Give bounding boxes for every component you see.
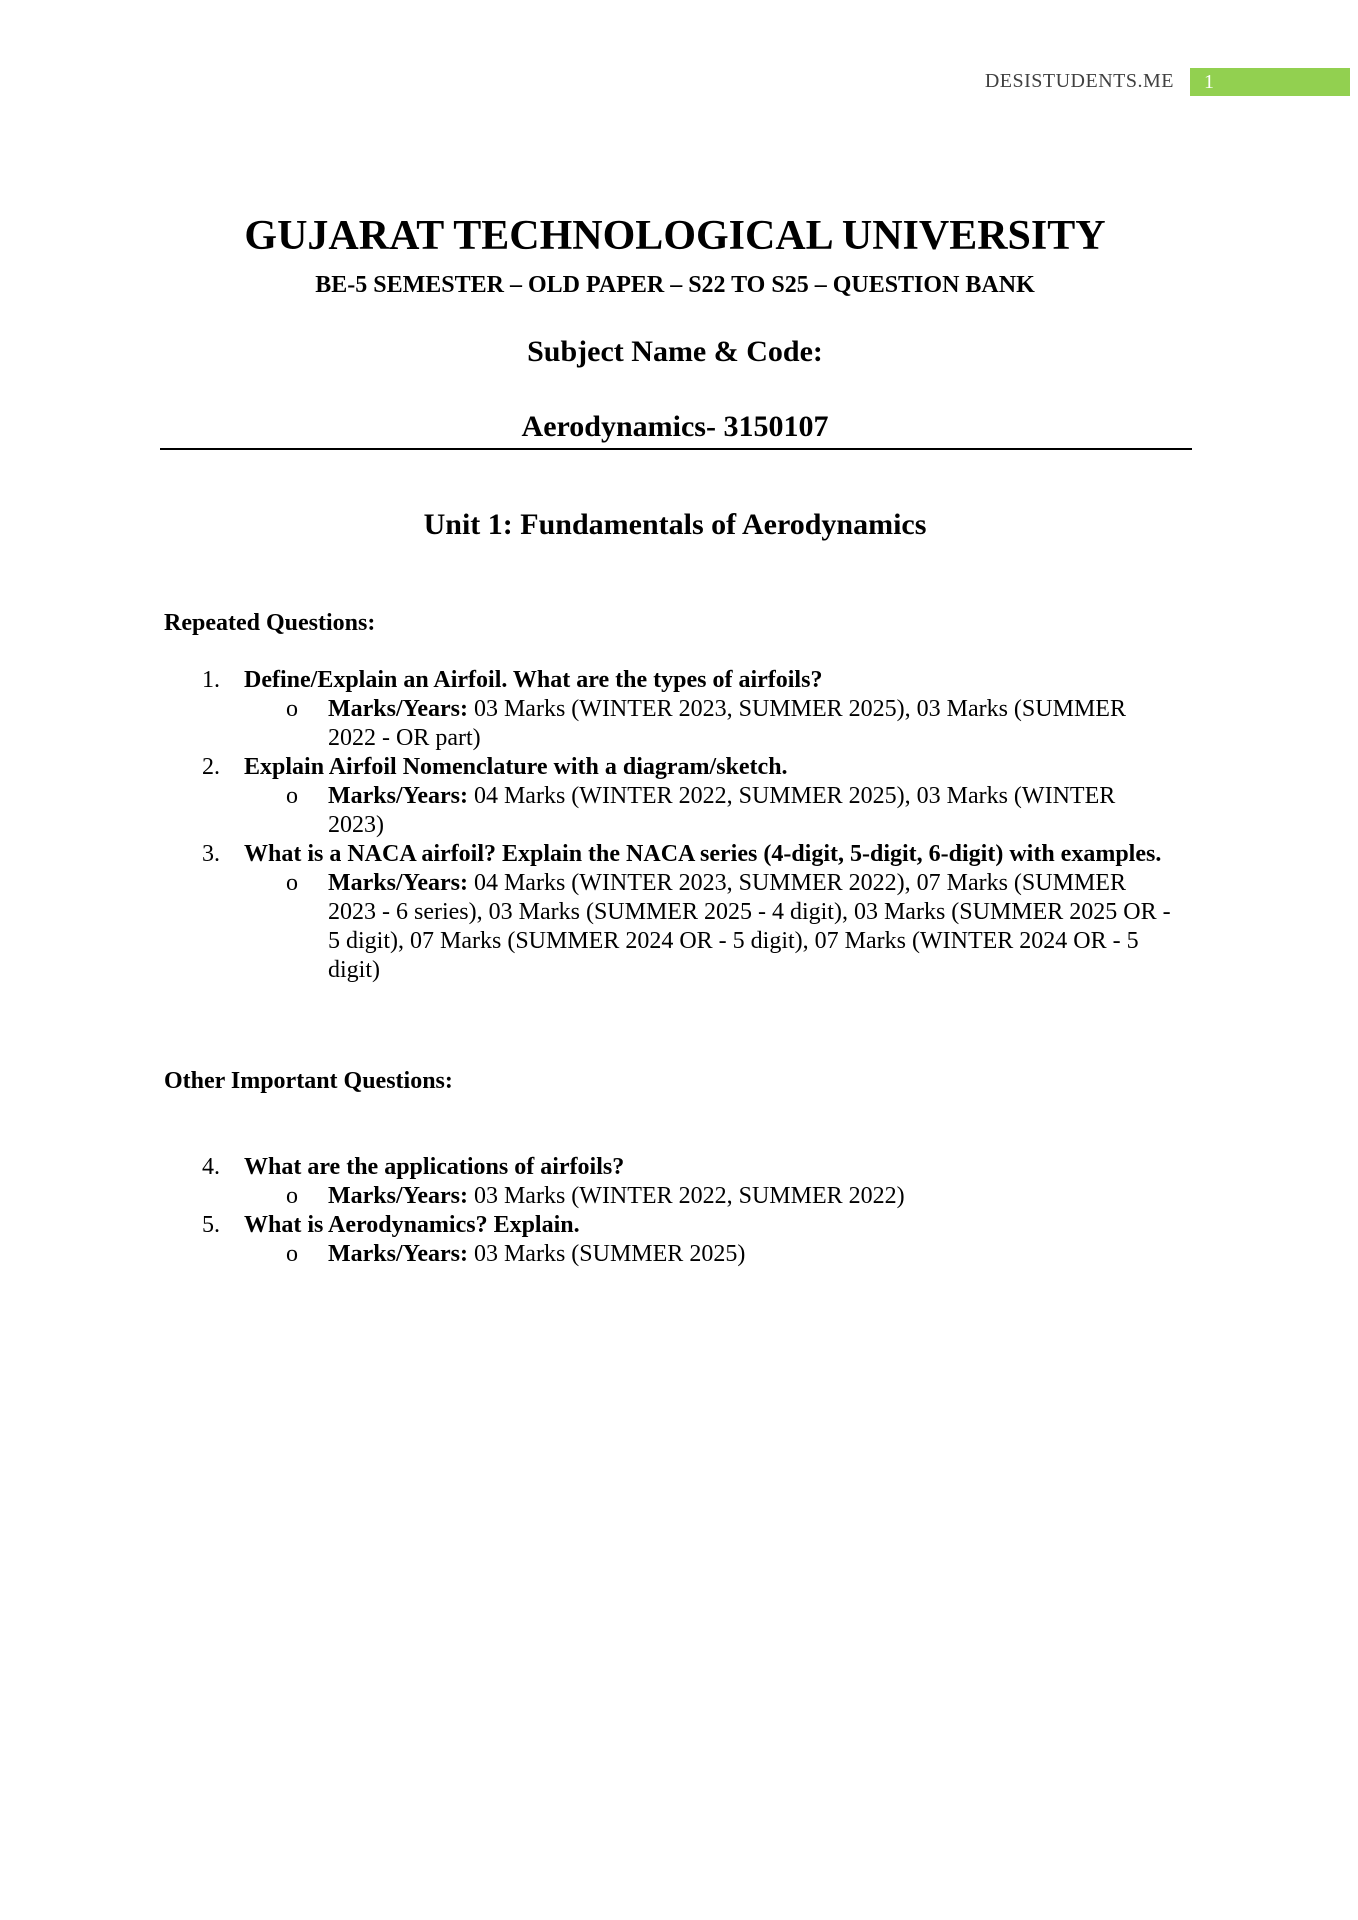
question-item: [164, 1211, 1174, 1240]
question-number: 1.: [202, 667, 220, 693]
other-questions-list: [164, 1153, 1174, 1269]
marks-label: Marks/Years:: [328, 783, 468, 809]
question-number: 5.: [202, 1212, 220, 1238]
site-name: DESISTUDENTS.ME: [984, 70, 1174, 92]
question-item: [164, 840, 1174, 869]
question-number: 4.: [202, 1154, 220, 1180]
marks-years: 03 Marks (SUMMER 2025): [473, 1241, 746, 1267]
marks-item: [164, 695, 1174, 753]
question-item: [164, 1153, 1174, 1182]
marks-item: [164, 1182, 1174, 1211]
marks-label: Marks/Years:: [328, 1241, 468, 1267]
other-questions-heading: Other Important Questions:: [164, 1068, 453, 1094]
bullet-icon: o: [286, 1241, 298, 1267]
bullet-icon: o: [286, 696, 298, 722]
question-text: Define/Explain an Airfoil. What are the types of airfoils?: [244, 667, 823, 693]
title-divider: [160, 448, 1192, 450]
page-header: [0, 68, 1358, 98]
question-number: 2.: [202, 754, 220, 780]
marks-years: 04 Marks (WINTER 2023, SUMMER 2022), 07 Marks (SUMMER 2023 - 6 series), 03 Marks (SUMMER 2025 - 4 digit), 03 Marks (SUMMER 2025 OR - 5 digit), 07 Marks (SUMMER 2024 OR - 5 digit), 07 Marks (WINTER 2024 OR - 5 digit): [328, 870, 1171, 983]
question-item: [164, 666, 1174, 695]
subject-label: Subject Name & Code:: [527, 335, 823, 368]
marks-years: 03 Marks (WINTER 2023, SUMMER 2025), 03 Marks (SUMMER 2022 - OR part): [328, 696, 1126, 751]
question-number: 3.: [202, 841, 220, 867]
question-item: [164, 753, 1174, 782]
question-text: What is Aerodynamics? Explain.: [244, 1212, 580, 1238]
unit-title: Unit 1: Fundamentals of Aerodynamics: [423, 508, 927, 541]
bullet-icon: o: [286, 783, 298, 809]
bullet-icon: o: [286, 1183, 298, 1209]
marks-item: [164, 869, 1174, 985]
question-text: Explain Airfoil Nomenclature with a diagram/sketch.: [244, 754, 788, 780]
marks-label: Marks/Years:: [328, 1183, 468, 1209]
university-title: GUJARAT TECHNOLOGICAL UNIVERSITY: [244, 213, 1106, 259]
marks-label: Marks/Years:: [328, 696, 468, 722]
marks-years: 04 Marks (WINTER 2022, SUMMER 2025), 03 Marks (WINTER 2023): [328, 783, 1116, 838]
bullet-icon: o: [286, 870, 298, 896]
repeated-questions-heading: Repeated Questions:: [164, 610, 376, 636]
marks-item: [164, 1240, 1174, 1269]
question-text: What are the applications of airfoils?: [244, 1154, 625, 1180]
marks-label: Marks/Years:: [328, 870, 468, 896]
question-text: What is a NACA airfoil? Explain the NACA series (4-digit, 5-digit, 6-digit) with examples.: [244, 841, 1162, 867]
marks-years: 03 Marks (WINTER 2022, SUMMER 2022): [473, 1183, 905, 1209]
page-number-badge: 1: [1190, 68, 1350, 96]
question-bank-title: BE-5 SEMESTER – OLD PAPER – S22 TO S25 – QUESTION BANK: [315, 272, 1035, 298]
subject-name-code: Aerodynamics- 3150107: [521, 410, 829, 443]
marks-item: [164, 782, 1174, 840]
repeated-questions-list: [164, 666, 1174, 985]
